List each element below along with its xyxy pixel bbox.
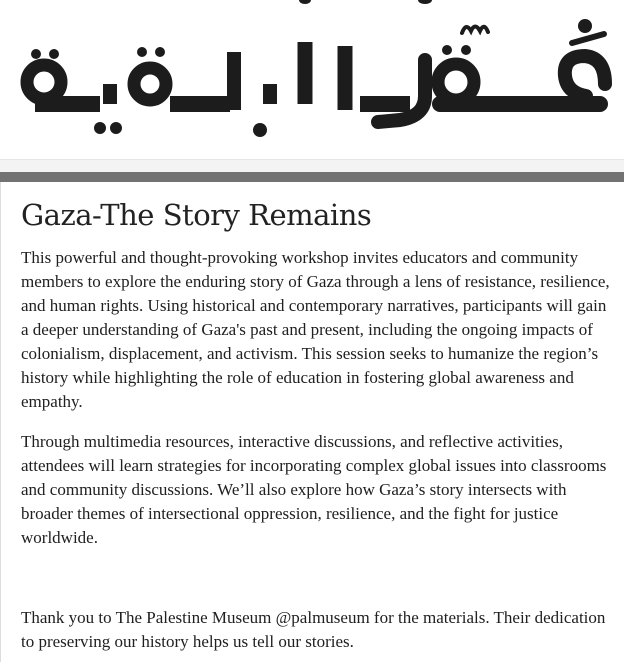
header-separator-dark: [0, 172, 624, 182]
header-banner: [0, 0, 624, 160]
methods-paragraph: Through multimedia resources, interactive discussions, and reflective activities, attendees will learn strategies for incorporating complex global issues into classrooms and community discussions. We’ll also explore how Gaza’s story intersects with broader themes of intersectional oppression, resilience, and the fight for justice worldwide.: [21, 432, 607, 547]
header-separator-light: [0, 159, 624, 173]
post-content: [0, 182, 624, 662]
post-title: Gaza-The Story Remains: [21, 198, 372, 232]
intro-paragraph: This powerful and thought-provoking workshop invites educators and community members to explore the enduring story of Gaza through a lens of resistance, resilience, and human rights. Using historical and contemporary narratives, participants will gain a deeper understanding of Gaza's past and present, including the ongoing impacts of colonialism, displacement, and activism. This session seeks to humanize the region’s history while highlighting the role of education in fostering global awareness and empathy.: [21, 248, 610, 411]
gaza-arabic-logo: [0, 0, 624, 160]
acknowledgement-paragraph: Thank you to The Palestine Museum @palmuseum for the materials. Their dedication to preserving our history helps us tell our stories.: [21, 608, 606, 651]
